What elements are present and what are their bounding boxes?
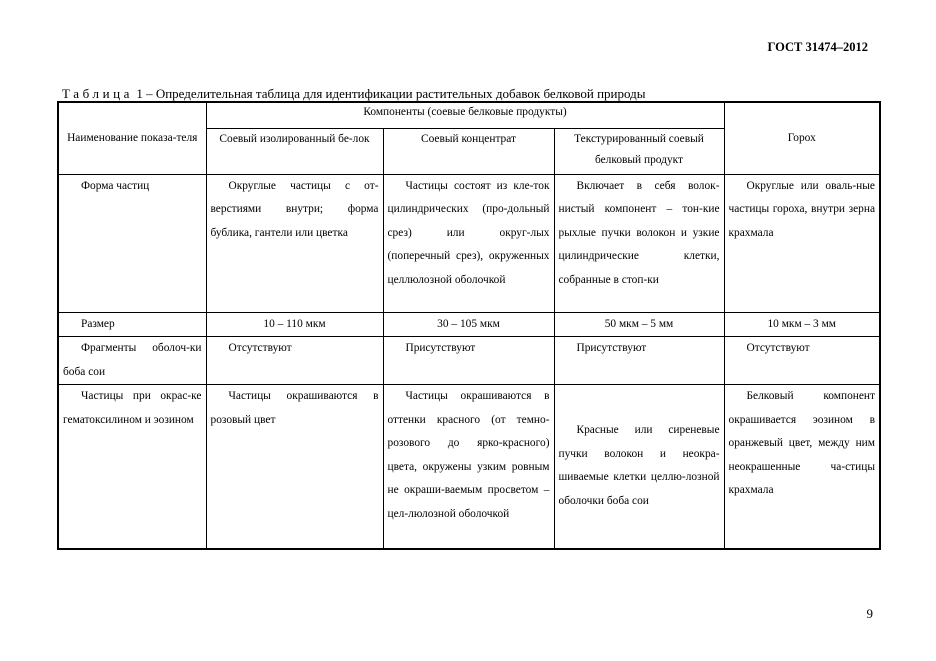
document-code: ГОСТ 31474–2012	[767, 40, 868, 54]
cell-size-textured: 50 мкм – 5 мм	[554, 312, 724, 337]
row-label-shell-fragments: Фрагменты оболоч-ки боба сои	[58, 337, 206, 385]
cell-shape-peas: Округлые или оваль-ные частицы гороха, внутри зерна крахмала	[724, 174, 880, 312]
header-soy-isolate: Соевый изолированный бе-лок	[206, 128, 383, 174]
cell-shape-concentrate: Частицы состоят из кле-ток цилиндрических (про-дольный срез) или округ-лых (поперечный срез), окруженных целлюлозной оболочкой	[383, 174, 554, 312]
header-soy-concentrate: Соевый концентрат	[383, 128, 554, 174]
identification-table	[57, 101, 881, 550]
cell-size-peas: 10 мкм – 3 мм	[724, 312, 880, 337]
row-label-particle-shape: Форма частиц	[58, 174, 206, 312]
header-indicator-name: Наименование показа-теля	[58, 102, 206, 174]
caption-text: 1 – Определительная таблица для идентификации растительных добавок белковой природы	[133, 86, 646, 101]
cell-frag-isolate: Отсутствуют	[206, 337, 383, 385]
cell-frag-concentrate: Присутствуют	[383, 337, 554, 385]
table-caption	[62, 86, 646, 102]
cell-stain-peas: Белковый компонент окрашивается эозином в оранжевый цвет, между ним неокрашенные ча-стицы крахмала	[724, 385, 880, 549]
row-label-size: Размер	[58, 312, 206, 337]
page-number: 9	[866, 606, 873, 621]
cell-frag-textured: Присутствуют	[554, 337, 724, 385]
header-textured-soy: Текстурированный соевый белковый продукт	[554, 128, 724, 174]
cell-frag-peas: Отсутствуют	[724, 337, 880, 385]
cell-stain-textured: Красные или сиреневые пучки волокон и неокра-шиваемые клетки целлю-лозной оболочки боба сои	[554, 385, 724, 549]
cell-shape-isolate: Округлые частицы с от-верстиями внутри; форма бублика, гантели или цветка	[206, 174, 383, 312]
header-peas: Горох	[724, 102, 880, 174]
cell-size-isolate: 10 – 110 мкм	[206, 312, 383, 337]
cell-stain-concentrate: Частицы окрашиваются в оттенки красного (от темно-розового до ярко-красного) цвета, окружены узким ровным не окраши-ваемым просветом – цел-люлозной оболочкой	[383, 385, 554, 549]
row-label-staining: Частицы при окрас-ке гематоксилином и эозином	[58, 385, 206, 549]
caption-word: Таблица	[62, 86, 134, 101]
cell-stain-isolate: Частицы окрашиваются в розовый цвет	[206, 385, 383, 549]
cell-shape-textured: Включает в себя волок-нистый компонент – тон-кие рыхлые пучки волокон и узкие цилиндрические клетки, собранные в стоп-ки	[554, 174, 724, 312]
header-components-group: Компоненты (соевые белковые продукты)	[206, 102, 724, 128]
cell-size-concentrate: 30 – 105 мкм	[383, 312, 554, 337]
